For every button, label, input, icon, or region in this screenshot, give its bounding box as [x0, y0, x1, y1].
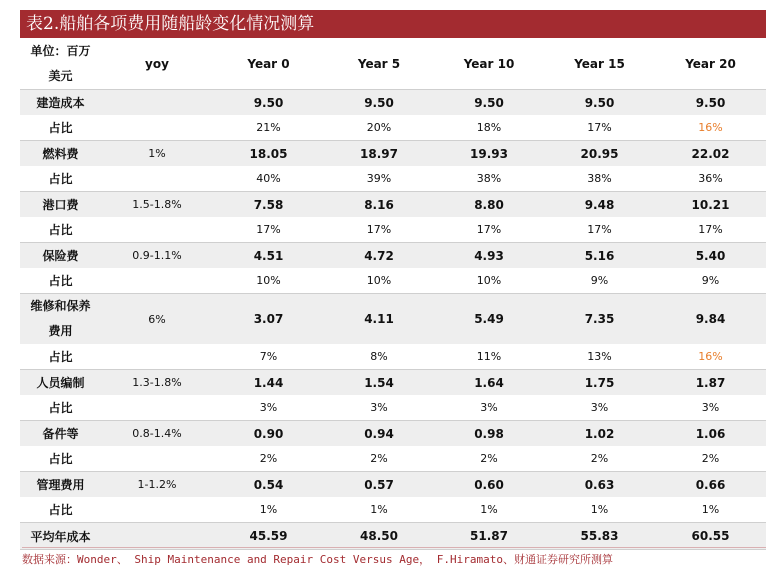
yoy-cell: 1-1.2%: [101, 472, 213, 498]
value-cell: 1.87: [655, 370, 766, 396]
share-cell: 9%: [655, 268, 766, 294]
value-cell: 9.50: [324, 90, 434, 116]
share-row: [20, 268, 766, 294]
total-cell: 60.55: [655, 523, 766, 550]
value-cell: 22.02: [655, 141, 766, 167]
value-cell: 9.50: [434, 90, 544, 116]
empty-cell: [101, 395, 213, 421]
table-row: [20, 90, 766, 116]
yoy-cell: 1%: [101, 141, 213, 167]
empty-cell: [101, 497, 213, 523]
row-label: 管理费用: [20, 472, 101, 498]
row-label: 建造成本: [20, 90, 101, 116]
value-cell: 1.54: [324, 370, 434, 396]
share-cell: 1%: [434, 497, 544, 523]
year-header: Year 15: [574, 57, 625, 71]
share-cell: 17%: [213, 217, 324, 243]
empty-cell: [101, 217, 213, 243]
total-cell: 45.59: [213, 523, 324, 550]
share-row: [20, 166, 766, 192]
value-cell: 8.80: [434, 192, 544, 218]
share-cell: 17%: [434, 217, 544, 243]
yoy-cell: 1.5-1.8%: [101, 192, 213, 218]
empty-cell: [101, 446, 213, 472]
share-cell: 9%: [544, 268, 655, 294]
share-cell: 21%: [213, 115, 324, 141]
share-cell: 3%: [434, 395, 544, 421]
share-cell: 17%: [655, 217, 766, 243]
share-cell: 3%: [655, 395, 766, 421]
value-cell: 4.51: [213, 243, 324, 269]
year-header: Year 5: [357, 57, 401, 71]
table-title: 表2.船舶各项费用随船龄变化情况测算: [20, 10, 766, 38]
value-cell: 19.93: [434, 141, 544, 167]
share-label: 占比: [20, 217, 101, 243]
share-cell: 1%: [324, 497, 434, 523]
share-cell: 2%: [213, 446, 324, 472]
share-row: [20, 217, 766, 243]
yoy-header: yoy: [145, 57, 169, 71]
row-label: 燃料费: [20, 141, 101, 167]
empty-cell: [101, 166, 213, 192]
yoy-cell: 0.9-1.1%: [101, 243, 213, 269]
share-cell: 17%: [324, 217, 434, 243]
value-cell: 0.94: [324, 421, 434, 447]
total-cell: 51.87: [434, 523, 544, 550]
yoy-cell: [101, 90, 213, 116]
row-label: 人员编制: [20, 370, 101, 396]
value-cell: 7.58: [213, 192, 324, 218]
share-cell: 2%: [324, 446, 434, 472]
table-row: [20, 370, 766, 396]
share-cell: 11%: [434, 344, 544, 370]
share-cell: 1%: [213, 497, 324, 523]
value-cell: 20.95: [544, 141, 655, 167]
total-label: 平均年成本: [20, 523, 101, 550]
share-cell: 2%: [655, 446, 766, 472]
share-cell: 17%: [544, 217, 655, 243]
share-cell-highlight: 16%: [655, 115, 766, 141]
value-cell: 9.50: [544, 90, 655, 116]
value-cell: 0.98: [434, 421, 544, 447]
value-cell: 0.63: [544, 472, 655, 498]
share-cell: 39%: [324, 166, 434, 192]
value-cell: 0.90: [213, 421, 324, 447]
value-cell: 5.40: [655, 243, 766, 269]
row-label: 备件等: [20, 421, 101, 447]
cost-table: [20, 39, 766, 550]
unit-header: 单位：百万 美元: [30, 44, 91, 83]
share-cell: 3%: [213, 395, 324, 421]
value-cell: 4.93: [434, 243, 544, 269]
share-cell: 13%: [544, 344, 655, 370]
share-row: [20, 395, 766, 421]
value-cell: 18.97: [324, 141, 434, 167]
value-cell: 8.16: [324, 192, 434, 218]
value-cell: 10.21: [655, 192, 766, 218]
source-note: 数据来源：Wonder、 Ship Maintenance and Repair Cost Versus Age， F.Hiramato、财通证券研究所测算: [22, 547, 766, 567]
share-row: [20, 497, 766, 523]
share-cell: 40%: [213, 166, 324, 192]
yoy-cell: 1.3-1.8%: [101, 370, 213, 396]
empty-cell: [101, 344, 213, 370]
share-label: 占比: [20, 268, 101, 294]
share-label: 占比: [20, 497, 101, 523]
share-cell: 18%: [434, 115, 544, 141]
table-row: [20, 294, 766, 345]
empty-cell: [101, 268, 213, 294]
share-cell: 38%: [544, 166, 655, 192]
table-row: [20, 472, 766, 498]
value-cell: 0.60: [434, 472, 544, 498]
row-label: 港口费: [20, 192, 101, 218]
value-cell: 1.75: [544, 370, 655, 396]
share-label: 占比: [20, 166, 101, 192]
year-header: Year 0: [247, 57, 290, 71]
value-cell: 0.54: [213, 472, 324, 498]
share-row: [20, 115, 766, 141]
share-cell: 17%: [544, 115, 655, 141]
yoy-cell: 6%: [101, 294, 213, 345]
value-cell: 1.02: [544, 421, 655, 447]
share-cell: 36%: [655, 166, 766, 192]
value-cell: 1.44: [213, 370, 324, 396]
row-label: 保险费: [20, 243, 101, 269]
empty-cell: [101, 115, 213, 141]
share-cell: 3%: [544, 395, 655, 421]
share-cell: 10%: [213, 268, 324, 294]
share-row: [20, 446, 766, 472]
value-cell: 18.05: [213, 141, 324, 167]
value-cell: 4.11: [324, 294, 434, 345]
total-cell: 48.50: [324, 523, 434, 550]
total-cell: 55.83: [544, 523, 655, 550]
value-cell: 0.66: [655, 472, 766, 498]
share-label: 占比: [20, 344, 101, 370]
empty-cell: [101, 523, 213, 550]
header-row: [20, 39, 766, 90]
value-cell: 0.57: [324, 472, 434, 498]
row-label: 维修和保养 费用: [20, 294, 101, 345]
share-cell: 1%: [655, 497, 766, 523]
share-cell: 10%: [324, 268, 434, 294]
share-cell: 3%: [324, 395, 434, 421]
value-cell: 3.07: [213, 294, 324, 345]
value-cell: 9.50: [213, 90, 324, 116]
value-cell: 5.16: [544, 243, 655, 269]
table-row: [20, 192, 766, 218]
table-row: [20, 243, 766, 269]
yoy-cell: 0.8-1.4%: [101, 421, 213, 447]
value-cell: 9.50: [655, 90, 766, 116]
value-cell: 7.35: [544, 294, 655, 345]
value-cell: 9.84: [655, 294, 766, 345]
share-cell: 2%: [544, 446, 655, 472]
share-cell: 20%: [324, 115, 434, 141]
value-cell: 5.49: [434, 294, 544, 345]
share-cell: 38%: [434, 166, 544, 192]
share-cell: 10%: [434, 268, 544, 294]
total-row: [20, 523, 766, 550]
table-row: [20, 141, 766, 167]
share-cell: 7%: [213, 344, 324, 370]
share-cell-highlight: 16%: [655, 344, 766, 370]
value-cell: 1.64: [434, 370, 544, 396]
year-header: Year 20: [685, 57, 736, 71]
share-label: 占比: [20, 115, 101, 141]
share-cell: 8%: [324, 344, 434, 370]
value-cell: 1.06: [655, 421, 766, 447]
share-cell: 2%: [434, 446, 544, 472]
share-row: [20, 344, 766, 370]
value-cell: 4.72: [324, 243, 434, 269]
table-row: [20, 421, 766, 447]
year-header: Year 10: [463, 57, 515, 71]
value-cell: 9.48: [544, 192, 655, 218]
share-label: 占比: [20, 395, 101, 421]
share-label: 占比: [20, 446, 101, 472]
share-cell: 1%: [544, 497, 655, 523]
